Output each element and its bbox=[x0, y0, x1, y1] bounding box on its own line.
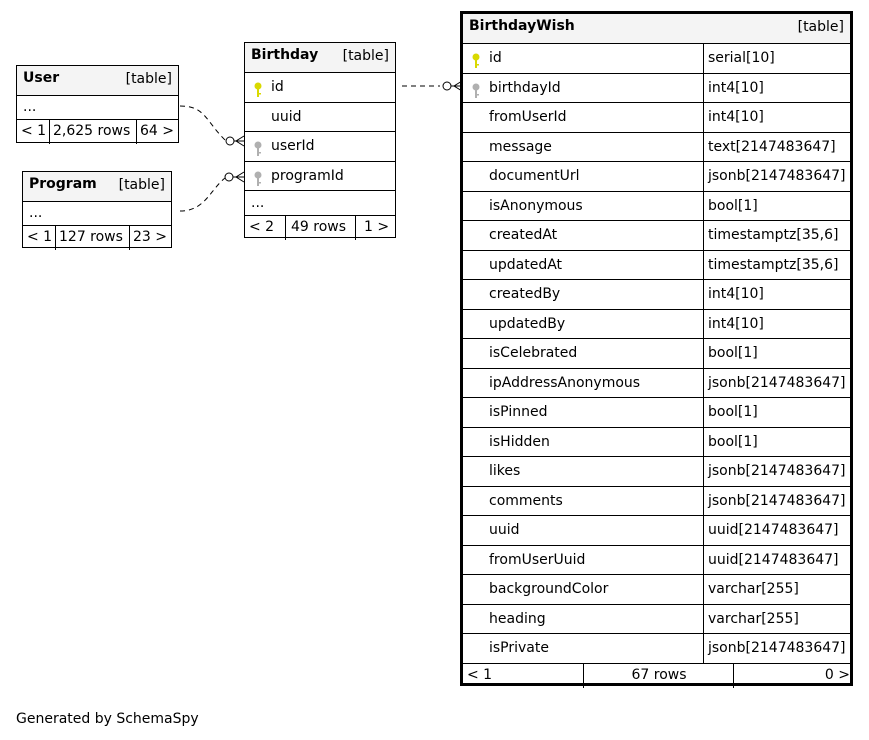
column-row[interactable] bbox=[463, 605, 850, 635]
column-type: jsonb[2147483647] bbox=[703, 162, 853, 191]
column-type: timestamptz[35,6] bbox=[703, 221, 853, 250]
column-name: birthdayId bbox=[489, 79, 561, 96]
footer-rows: 49 rows bbox=[285, 216, 346, 240]
column-row[interactable] bbox=[463, 74, 850, 104]
generated-by-label: Generated by SchemaSpy bbox=[16, 711, 199, 727]
table-footer bbox=[463, 664, 850, 688]
column-name: uuid bbox=[271, 108, 302, 125]
table-user[interactable] bbox=[16, 65, 179, 143]
column-row[interactable] bbox=[463, 103, 850, 133]
foreign-key-icon bbox=[471, 81, 481, 97]
footer-rows: 127 rows bbox=[55, 226, 123, 250]
column-type: int4[10] bbox=[703, 280, 853, 309]
column-row[interactable] bbox=[463, 221, 850, 251]
column-row[interactable] bbox=[245, 132, 395, 162]
column-row[interactable] bbox=[463, 133, 850, 163]
primary-key-icon bbox=[471, 51, 481, 67]
footer-children: 0 > bbox=[733, 664, 850, 688]
table-program[interactable] bbox=[22, 171, 172, 248]
column-name: comments bbox=[489, 492, 563, 509]
column-row[interactable] bbox=[463, 339, 850, 369]
column-row[interactable] bbox=[245, 103, 395, 133]
table-kind: [table] bbox=[125, 71, 172, 87]
column-type: int4[10] bbox=[703, 103, 853, 132]
column-type: jsonb[2147483647] bbox=[703, 487, 853, 516]
column-row[interactable] bbox=[463, 487, 850, 517]
column-type: timestamptz[35,6] bbox=[703, 251, 853, 280]
table-header bbox=[245, 43, 395, 73]
primary-key-icon bbox=[253, 80, 263, 96]
footer-rows: 2,625 rows bbox=[49, 120, 130, 144]
column-name: id bbox=[489, 50, 502, 66]
ellipsis: ... bbox=[23, 99, 37, 115]
table-name: Program bbox=[29, 176, 97, 192]
column-row[interactable] bbox=[463, 428, 850, 458]
user-relation-crowfoot bbox=[234, 136, 244, 146]
column-name: userId bbox=[271, 138, 315, 154]
table-name: BirthdayWish bbox=[469, 18, 575, 34]
table-header bbox=[23, 172, 171, 202]
column-name: id bbox=[271, 79, 284, 95]
column-type: uuid[2147483647] bbox=[703, 516, 853, 545]
foreign-key-icon bbox=[253, 169, 263, 185]
column-row[interactable] bbox=[463, 162, 850, 192]
table-name: User bbox=[23, 70, 60, 86]
ellipsis-row bbox=[245, 191, 395, 216]
column-type: jsonb[2147483647] bbox=[703, 634, 853, 663]
foreign-key-icon bbox=[253, 139, 263, 155]
ellipsis-row bbox=[17, 96, 178, 120]
footer-children: 1 > bbox=[355, 216, 389, 240]
column-name: createdBy bbox=[489, 286, 561, 302]
column-name: updatedAt bbox=[489, 256, 563, 273]
footer-children: 23 > bbox=[129, 226, 167, 250]
column-name: likes bbox=[489, 463, 521, 479]
program-relation-optional-marker bbox=[225, 173, 233, 181]
program-birthday-relation bbox=[180, 178, 225, 211]
column-row[interactable] bbox=[463, 457, 850, 487]
column-name: fromUserId bbox=[489, 109, 567, 125]
column-type: varchar[255] bbox=[703, 605, 853, 634]
footer-parents: < 1 bbox=[467, 666, 493, 683]
column-type: uuid[2147483647] bbox=[703, 546, 853, 575]
column-name: fromUserUuid bbox=[489, 551, 586, 568]
column-name: programId bbox=[271, 167, 344, 184]
user-birthday-relation bbox=[180, 106, 225, 140]
ellipsis-row bbox=[23, 202, 171, 226]
column-row[interactable] bbox=[463, 44, 850, 74]
table-footer bbox=[17, 120, 178, 144]
footer-parents: < 1 bbox=[21, 123, 47, 139]
column-type: bool[1] bbox=[703, 192, 853, 221]
column-name: isAnonymous bbox=[489, 197, 583, 214]
column-name: ipAddressAnonymous bbox=[489, 374, 641, 391]
column-name: heading bbox=[489, 610, 546, 627]
table-birthdaywish[interactable] bbox=[460, 11, 853, 686]
column-name: message bbox=[489, 138, 552, 155]
table-header bbox=[463, 14, 850, 44]
column-row[interactable] bbox=[463, 634, 850, 664]
column-name: uuid bbox=[489, 522, 520, 538]
table-kind: [table] bbox=[342, 48, 389, 64]
column-type: bool[1] bbox=[703, 339, 853, 368]
column-type: jsonb[2147483647] bbox=[703, 369, 853, 398]
column-row[interactable] bbox=[245, 73, 395, 103]
column-row[interactable] bbox=[463, 398, 850, 428]
footer-parents: < 2 bbox=[249, 219, 275, 235]
column-name: createdAt bbox=[489, 227, 558, 243]
column-name: documentUrl bbox=[489, 168, 580, 184]
column-name: updatedBy bbox=[489, 315, 566, 332]
column-row[interactable] bbox=[463, 192, 850, 222]
table-footer bbox=[23, 226, 171, 250]
column-row[interactable] bbox=[463, 516, 850, 546]
column-row[interactable] bbox=[245, 162, 395, 192]
column-row[interactable] bbox=[463, 575, 850, 605]
column-type: text[2147483647] bbox=[703, 133, 853, 162]
column-name: isCelebrated bbox=[489, 345, 578, 361]
table-header bbox=[17, 66, 178, 96]
column-name: isHidden bbox=[489, 433, 550, 450]
column-type: int4[10] bbox=[703, 74, 853, 103]
column-type: bool[1] bbox=[703, 398, 853, 427]
column-row[interactable] bbox=[463, 251, 850, 281]
column-type: serial[10] bbox=[703, 44, 853, 73]
table-footer bbox=[245, 216, 395, 240]
column-name: isPinned bbox=[489, 404, 548, 420]
column-name: isPrivate bbox=[489, 640, 549, 656]
column-row[interactable] bbox=[463, 310, 850, 340]
column-type: bool[1] bbox=[703, 428, 853, 457]
table-name: Birthday bbox=[251, 47, 319, 63]
user-relation-optional-marker bbox=[226, 137, 234, 145]
ellipsis: ... bbox=[29, 205, 43, 221]
table-kind: [table] bbox=[797, 19, 844, 35]
column-row[interactable] bbox=[463, 280, 850, 310]
footer-rows: 67 rows bbox=[583, 664, 734, 688]
column-type: jsonb[2147483647] bbox=[703, 457, 853, 486]
column-row[interactable] bbox=[463, 369, 850, 399]
table-birthday[interactable] bbox=[244, 42, 396, 238]
column-row[interactable] bbox=[463, 546, 850, 576]
program-relation-crowfoot bbox=[233, 172, 244, 182]
footer-parents: < 1 bbox=[27, 229, 53, 245]
column-type: int4[10] bbox=[703, 310, 853, 339]
ellipsis: ... bbox=[251, 195, 265, 211]
birthdaywish-relation-optional-marker bbox=[443, 82, 451, 90]
column-name: backgroundColor bbox=[489, 581, 609, 597]
table-kind: [table] bbox=[118, 177, 165, 193]
column-type: varchar[255] bbox=[703, 575, 853, 604]
footer-children: 64 > bbox=[136, 120, 174, 144]
